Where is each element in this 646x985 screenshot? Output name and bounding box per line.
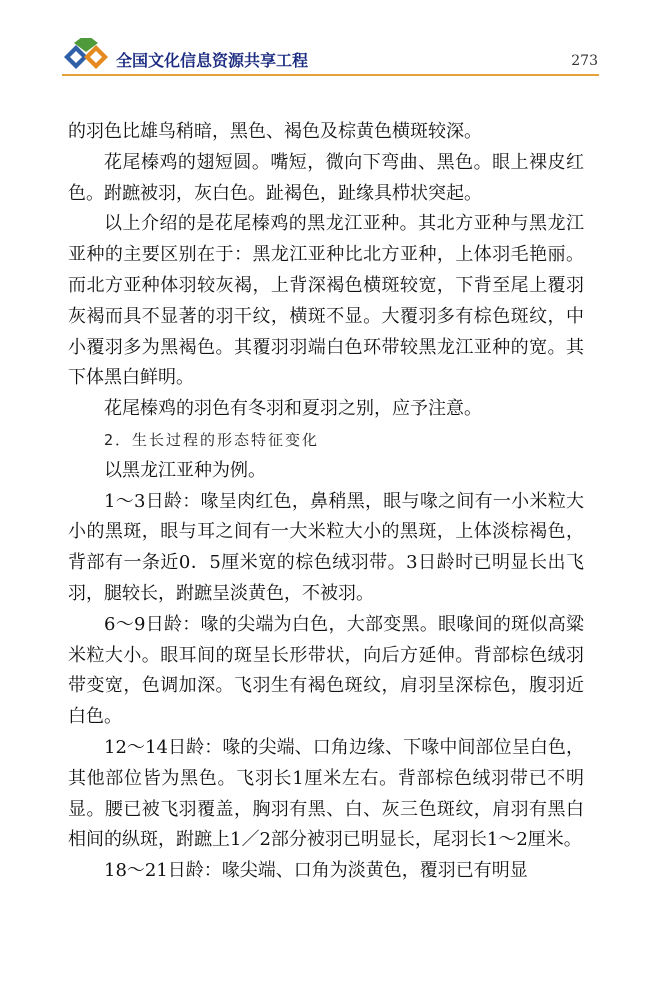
body-paragraph: 12～14日龄：喙的尖端、口角边缘、下喙中间部位呈白色，其他部位皆为黑色。飞羽长1厘米左右。背部棕色绒羽带已不明显。腰已被飞羽覆盖，胸羽有黑、白、灰三色斑纹，肩羽有黑白相间的纵斑，跗蹠上1／2部分被羽已明显长，尾羽长1～2厘米。 <box>68 736 584 851</box>
body-paragraph: 6～9日龄：喙的尖端为白色，大部变黑。眼喙间的斑似高粱米粒大小。眼耳间的斑呈长形带状，向后方延伸。背部棕色绒羽带变宽，色调加深。飞羽生有褐色斑纹，肩羽呈深棕色，腹羽近白色。 <box>68 613 584 728</box>
body-paragraph: 的羽色比雄鸟稍暗，黑色、褐色及棕黄色横斑较深。 <box>68 121 482 142</box>
page-body <box>68 117 584 887</box>
header-rule <box>62 74 599 76</box>
body-paragraph: 1～3日龄：喙呈肉红色，鼻稍黑，眼与喙之间有一小米粒大小的黑斑，眼与耳之间有一大米粒大小的黑斑，上体淡棕褐色，背部有一条近0．5厘米宽的棕色绒羽带。3日龄时已明显长出飞羽，腿较长，跗蹠呈淡黄色，不被羽。 <box>68 490 584 604</box>
section-heading: 2．生长过程的形态特征变化 <box>104 430 320 449</box>
body-paragraph: 以黑龙江亚种为例。 <box>104 459 266 481</box>
page-header <box>0 0 646 80</box>
body-paragraph: 花尾榛鸡的翅短圆。嘴短，微向下弯曲、黑色。眼上裸皮红色。跗蹠被羽，灰白色。趾褐色，趾缘具栉状突起。 <box>68 151 584 204</box>
page-number: 273 <box>571 53 598 69</box>
diamond-logo-icon <box>62 38 114 76</box>
header-title: 全国文化信息资源共享工程 <box>116 51 309 70</box>
body-paragraph: 花尾榛鸡的羽色有冬羽和夏羽之别，应予注意。 <box>104 398 482 420</box>
body-paragraph: 以上介绍的是花尾榛鸡的黑龙江亚种。其北方亚种与黑龙江亚种的主要区别在于：黑龙江亚种比北方亚种，上体羽毛艳丽。而北方亚种体羽较灰褐，上背深褐色横斑较宽，下背至尾上覆羽灰褐而具不显著的羽干纹，横斑不显。大覆羽多有棕色斑纹，中小覆羽多为黑褐色。其覆羽羽端白色环带较黑龙江亚种的宽。其下体黑白鲜明。 <box>68 213 584 389</box>
body-paragraph: 18～21日龄：喙尖端、口角为淡黄色，覆羽已有明显 <box>104 860 528 882</box>
